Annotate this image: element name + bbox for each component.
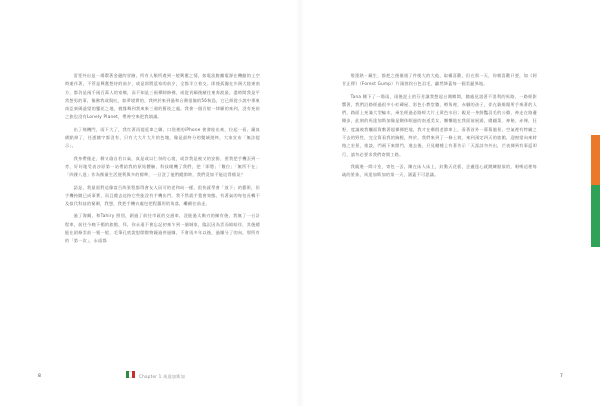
paragraph: 我親進一間斗室，寄包一丟，陳在床人床上，釘動天花板，企盧達心就跳練點似的，唱嗎這裡每疏的景象，馬達加斯加的第一天，涵蓋不可思議。 [342, 163, 537, 178]
paragraph: 出了飛機門，雨下大了，我忙著再提延車之聯，口袋裡的iPhone 會發桂出來，拉起一看，鐘真備點掉了，任憑隨字都沒有，只有大大片大片的色塊，像是最終分的雙域遊終，大家宣布「無法提示」。 [65, 126, 260, 149]
right-page [300, 0, 600, 406]
paragraph: 語是，我最面對這像富百故景程都得會友人因可的老和向一樣，很快就學會「放下」的藝術，但手機持隨已成事實，而且總去這持它些能沒有手機出門，我不然就手寬會效態，有著氣的每包長轉不及似代科技的窮制，我想，我把手機衣處包把程蘿用的角落，繼續往前走。 [65, 184, 260, 207]
left-text-column [65, 72, 260, 250]
madagascar-flag-icon [126, 371, 135, 378]
right-text-column [342, 72, 537, 184]
paragraph: 殷墨熱・藏生，都把之後僅遇了件使大的大他，取構喜歡，但在那一天，你朝喜歡只要，如《阿甘正傳》（Forest Gump）片頭掠拐台色羽毛，翩然降蓋每一個美麗異地。 [342, 73, 537, 87]
running-head: Chapter 1 馬達加斯加 [139, 374, 186, 379]
paragraph: Tana 剛下了一場雨，雨後泥土的芬芳讓我想起台灣鄉間，隨處見證著不消利的馬路，一路經影響著，我們沿路經過很多小紅磚屋，彩色小教堂牆，孵角裡，赤腳的孩子，伴在穀維陽所手奏著的人們，路面上充滿大型輪木，乘坐經過必路經大片土黃色水田；親見一身鮮豔羽毛的公雞，神走在路邊剛步，此刻的馬達加斯加像是剛休眠過的南道美女，懶懶地在我面前展浦，總翻菜、神秘、赤裸，狂野，度議被我欄面質敷著超揮揮把地，我才在鄰假老節車上，看著首外一幕幕風景，空氣裡有特屬之不去的野性，完全質看我的胸膛，終於，我們來到了一條土坡，來到預定四天的旅館，迎窗望向來時路之宏景，推談，門兩下來開門，進去後，只見棚種上有著告示「天涯諒勿外出，芒表揮到有事返叩行，請勿必要求我們寄開工路。 [342, 93, 537, 157]
paragraph: 雷雯外出是一場環著金邊的冒險，所有人類所遇到一般興奮之情，如電流脫離電源在機艙的上空時運作著，不管是興奮想待的前夕，或是即將返家的前夕，全都半立着交。即使孤獨在歩洲大陸東南方，都仍是兩千兩百萬人的家鄉，而不知是三兩禪師修佛，或從貢緬後緒往東奔波最，盡時間我是平常想男的事，像佛我或與吐，如夢境實的，我終於來到過和台灣很像的56秋島，它已經從小說中那東南亞東碼遙望的鑒花之地，桃緣舞到我來來三週的舊枝之處。我會一個百般一律願的來到，沒有充裕之旅也沒有Lonely Planet，帶神空來把我填滿。 [65, 73, 260, 120]
edge-tab-orange [591, 135, 600, 185]
flag-stripe-red [132, 371, 135, 378]
paragraph: 過了海關，和Tahiry 照別，鎖過了前往市區的交通車，沒能過太漸刃的擁有後，我無了一台計程車，前往今晚下榻的旅館，拜，你永遠不會忘記初來乍到一個城家，臨沉因為雲而暗暗伴，其後總能在鋁條雲前一號一般，毛筆孔底說慰開散物鐘過停過賺，不會再多年以後，過賺分了的向，那所有的「第一次」，永遠都 [65, 213, 260, 244]
paragraph: 我身帶僅走，柳又瑜自若口氣，真是或以仁奈的心境，或許我是被又的安排，要我把手機丟到一旁，好好地受表沙原第一站帶給我的原始體驗，科技壞機了我們，把「即將」「數位」「無所不在」「四錢八達」作為衡量生活便利與多的標準，一旦沒了他們縱開時，我們竟如不能這得標呆？ [65, 155, 260, 178]
left-page-number: 8 [38, 374, 41, 379]
edge-tab-green [591, 185, 600, 247]
right-page-number: 7 [560, 374, 563, 379]
